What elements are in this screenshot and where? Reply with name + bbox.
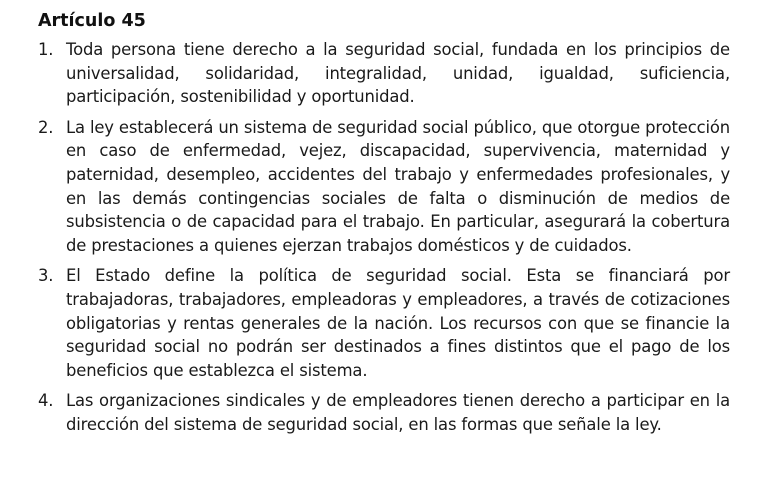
item-text: Toda persona tiene derecho a la seguridad social, fundada en los principios de universalidad, solidaridad, integralidad, unidad, igualdad, suficiencia, participación, sostenibilidad y oportunidad. — [66, 40, 730, 107]
item-text: La ley establecerá un sistema de seguridad social público, que otorgue protección en caso de enfermedad, vejez, discapacidad, supervivencia, maternidad y paternidad, desempleo, accidentes del trabajo y enfermedades profesionales, y en las demás contingencias sociales de falta o disminución de medios de subsistencia o de capacidad para el trabajo. En particular, asegurará la cobertura de prestaciones a quienes ejerzan trabajos domésticos y de cuidados. — [66, 117, 730, 255]
item-text: Las organizaciones sindicales y de empleadores tienen derecho a participar en la dirección del sistema de seguridad social, en las formas que señale la ley. — [66, 391, 730, 434]
article-item-list — [38, 38, 730, 437]
list-item — [38, 116, 730, 258]
item-number: 2. — [38, 117, 54, 137]
item-number: 1. — [38, 40, 54, 59]
list-item — [38, 389, 730, 436]
item-number: 4. — [38, 391, 54, 411]
list-item — [38, 38, 730, 109]
article-title: Artículo 45 — [38, 11, 146, 31]
list-item — [38, 264, 730, 382]
item-number: 3. — [38, 266, 54, 286]
item-text: El Estado define la política de seguridad social. Esta se financiará por trabajadoras, trabajadores, empleadoras y empleadores, a través de cotizaciones obligatorias y rentas generales de la nación. Los recursos con que se financie la seguridad social no podrán ser destinados a fines distintos que el pago de los beneficios que establezca el sistema. — [66, 266, 730, 380]
